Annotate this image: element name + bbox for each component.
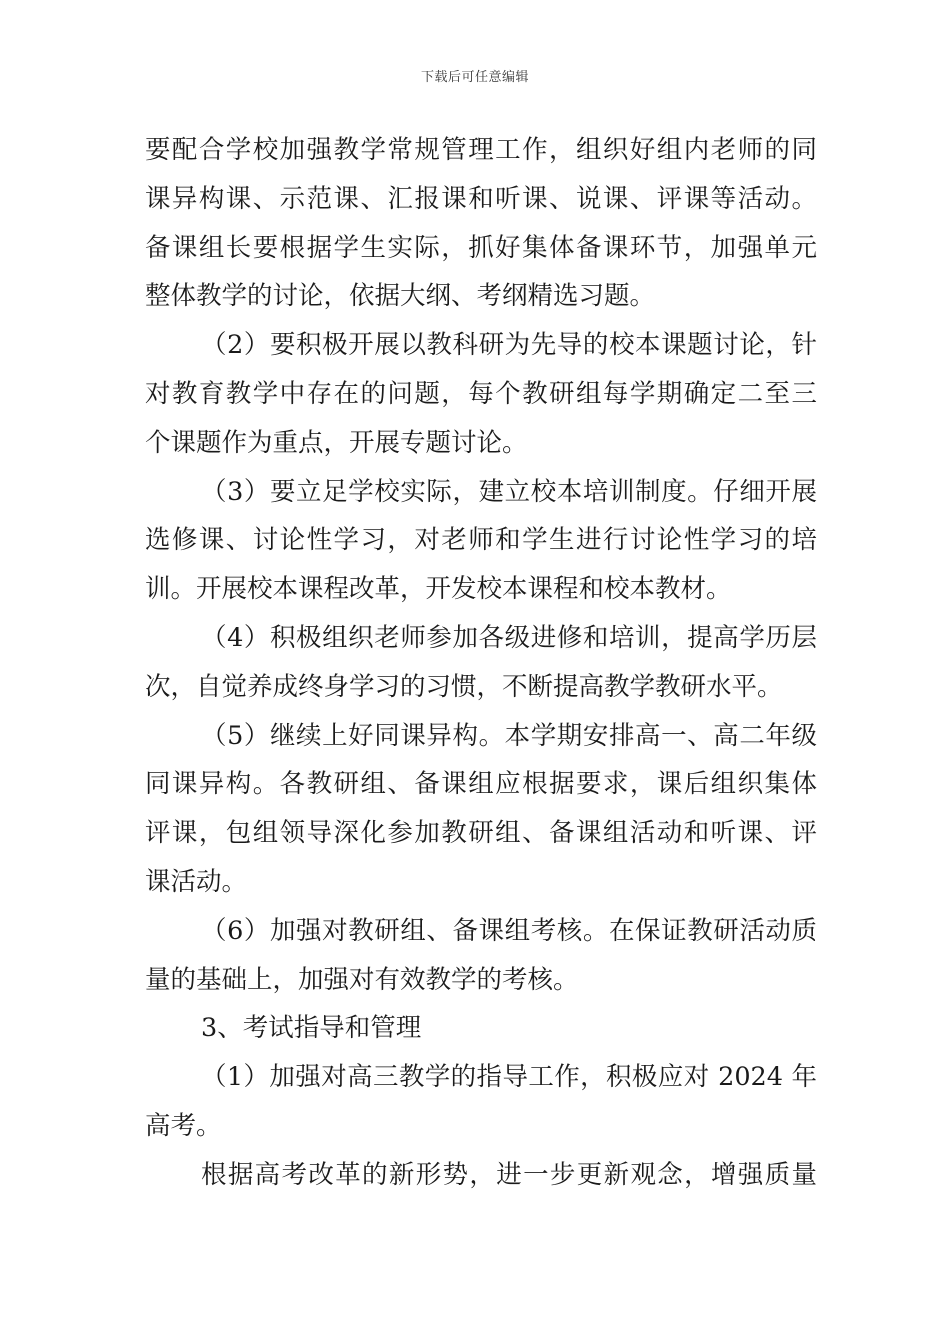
text-line: （4）积极组织老师参加各级进修和培训，提高学历层 bbox=[201, 622, 817, 653]
document-body bbox=[145, 126, 817, 1200]
paragraph bbox=[145, 907, 817, 1005]
text-line: （5）继续上好同课异构。本学期安排高一、高二年级 bbox=[201, 720, 817, 751]
text-line: 要配合学校加强教学常规管理工作，组织好组内老师的同 bbox=[145, 135, 817, 165]
paragraph bbox=[145, 468, 817, 614]
text-line: 训。开展校本课程改革，开发校本课程和校本教材。 bbox=[145, 574, 732, 605]
paragraph bbox=[145, 126, 817, 321]
paragraph bbox=[145, 1053, 817, 1151]
text-line: 高考。 bbox=[145, 1110, 222, 1141]
text-line: 次，自觉养成终身学习的习惯，不断提高教学教研水平。 bbox=[145, 671, 783, 702]
page-header: 下载后可任意编辑 bbox=[420, 70, 529, 85]
text-line: 整体教学的讨论，依据大纲、考纲精选习题。 bbox=[145, 281, 656, 312]
text-line: 对教育教学中存在的问题，每个教研组每学期确定二至三 bbox=[145, 378, 817, 409]
text-line: （6）加强对教研组、备课组考核。在保证教研活动质 bbox=[201, 915, 817, 946]
text-line: （3）要立足学校实际，建立校本培训制度。仔细开展 bbox=[201, 476, 817, 507]
text-line: 同课异构。各教研组、备课组应根据要求，课后组织集体 bbox=[145, 769, 817, 800]
paragraph bbox=[145, 614, 817, 712]
paragraph bbox=[145, 321, 817, 467]
paragraph bbox=[145, 712, 817, 907]
paragraph bbox=[145, 1151, 817, 1200]
text-line: 3、考试指导和管理 bbox=[201, 1013, 422, 1044]
text-line: 备课组长要根据学生实际，抓好集体备课环节，加强单元 bbox=[145, 232, 817, 263]
text-line: 评课，包组领导深化参加教研组、备课组活动和听课、评 bbox=[145, 818, 817, 849]
section-heading bbox=[145, 1004, 817, 1053]
text-line: 选修课、讨论性学习，对老师和学生进行讨论性学习的培 bbox=[145, 525, 817, 556]
text-line: 课异构课、示范课、汇报课和听课、说课、评课等活动。 bbox=[145, 183, 817, 214]
text-line: 个课题作为重点，开展专题讨论。 bbox=[145, 427, 528, 458]
text-line: 量的基础上，加强对有效教学的考核。 bbox=[145, 964, 579, 995]
text-line: （2）要积极开展以教科研为先导的校本课题讨论，针 bbox=[201, 330, 817, 361]
text-line: 根据高考改革的新形势，进一步更新观念，增强质量 bbox=[201, 1159, 817, 1190]
text-line: 课活动。 bbox=[145, 866, 248, 897]
text-line: （1）加强对高三教学的指导工作，积极应对 2024 年 bbox=[201, 1062, 817, 1093]
